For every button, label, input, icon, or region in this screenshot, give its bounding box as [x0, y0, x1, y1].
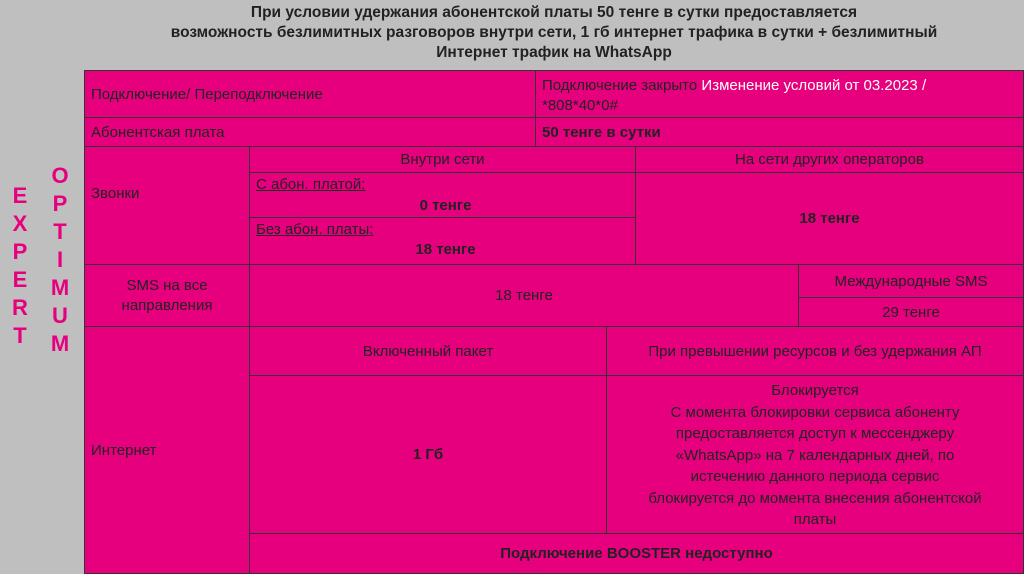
calls-with-fee: С абон. платой: 0 тенге [249, 172, 636, 218]
internet-label: Интернет [84, 326, 250, 574]
tariff-table [84, 70, 1024, 574]
internet-package-value: 1 Гб [249, 375, 607, 534]
connection-label: Подключение/ Переподключение [84, 70, 536, 118]
sms-intl-label: Международные SMS [798, 264, 1024, 298]
calls-label: Звонки [84, 146, 250, 265]
fee-label: Абонентская плата [84, 117, 536, 147]
calls-without-fee: Без абон. платы: 18 тенге [249, 217, 636, 265]
sms-label: SMS на все направления [84, 264, 250, 327]
vertical-word-expert: E X P E R T [12, 183, 28, 348]
sms-intl-value: 29 тенге [798, 297, 1024, 327]
internet-over-header: При превышении ресурсов и без удержания АП [606, 326, 1024, 376]
internet-package-header: Включенный пакет [249, 326, 607, 376]
calls-inside-header: Внутри сети [249, 146, 636, 173]
calls-other-header: На сети других операторов [635, 146, 1024, 173]
sms-value: 18 тенге [249, 264, 799, 327]
fee-value: 50 тенге в сутки [535, 117, 1024, 147]
vertical-word-optimum: O P T I M U M [50, 163, 70, 356]
side-panel [0, 0, 85, 574]
connection-value: Подключение закрыто Изменение условий от 03.2023 / *808*40*0# [535, 70, 1024, 118]
internet-booster: Подключение BOOSTER недоступно [249, 533, 1024, 574]
calls-other-value: 18 тенге [635, 172, 1024, 265]
page-title: При условии удержания абонентской платы 50 тенге в сутки предоставляется возможность безлимитных разговоров внутри сети, 1 гб интернет трафика в сутки + безлимитный Интернет трафик на WhatsApp [84, 0, 1024, 70]
internet-over-description: Блокируется С момента блокировки сервиса абоненту предоставляется доступ к мессенджеру «WhatsApp» на 7 календарных дней, по истечению данного периода сервис блокируется до момента внесения абонентской платы [606, 375, 1024, 534]
